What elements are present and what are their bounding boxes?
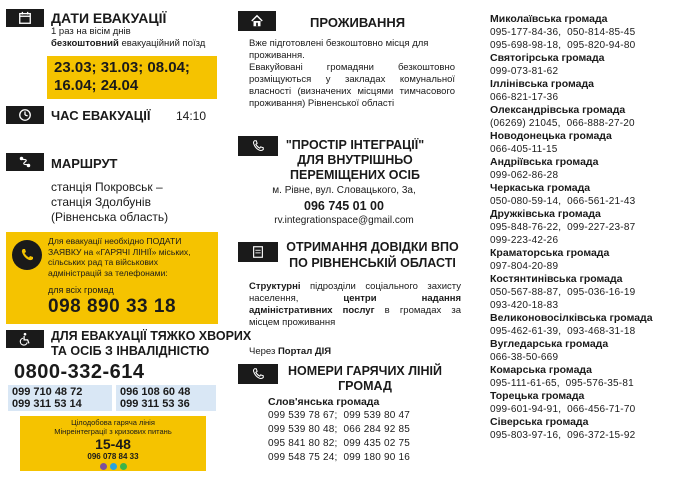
hotlines-title-1: НОМЕРИ ГАРЯЧИХ ЛІНІЙ: [288, 364, 442, 378]
main-request-phone: 098 890 33 18: [48, 296, 177, 317]
community-13: [490, 364, 685, 390]
telegram-icon[interactable]: [110, 463, 117, 470]
phone-icon: [238, 136, 278, 156]
community-phones: 099-223-42-26: [490, 235, 559, 246]
route-title: МАРШРУТ: [51, 156, 118, 171]
community-phones: 050-567-88-87, 095-036-16-19: [490, 287, 636, 298]
sloviansk-phones-2: 099 539 80 48; 066 284 92 85: [268, 424, 411, 435]
route-region: (Рівненська область): [51, 210, 169, 224]
community-7: [490, 182, 685, 208]
request-text: Для евакуації необхідно ПОДАТИ ЗАЯВКУ на «ГАРЯЧІ ЛІНІЇ» міських, сільських рад та військових адміністрацій за телефонами:: [48, 236, 191, 278]
community-10-extra: [490, 299, 685, 312]
route-from: станція Покровськ –: [51, 180, 163, 194]
dates-train-note: [51, 38, 205, 50]
messenger-icons: [20, 463, 206, 470]
diia-portal-link[interactable]: Портал ДІЯ: [277, 346, 332, 357]
community-4: [490, 104, 685, 130]
community-phones: 095-462-61-39, 093-468-31-18: [490, 326, 636, 337]
dates-box: [47, 56, 217, 99]
housing-text-2: Евакуйовані громадяни безкоштовно розміщуються у закладах комунальної власності (визначених місцями тимчасового проживання) Рівненської області: [249, 62, 455, 109]
community-phones: 066-38-50-669: [490, 352, 559, 363]
cert-t3: центри надання адміністративних послуг: [249, 293, 461, 316]
route-icon: [6, 153, 44, 171]
hotline-line-2: Мінреінтеграції з кризових питань: [54, 427, 172, 436]
sick-phone-right-1: 096 108 60 48: [120, 386, 191, 398]
community-12: [490, 338, 685, 364]
certificate-text: [249, 281, 461, 329]
community-1-extra: [490, 39, 685, 52]
community-name: Костянтинівська громада: [490, 273, 623, 285]
sloviansk-phones-3: 095 841 80 82; 099 435 02 75: [268, 438, 411, 449]
via-label: Через: [249, 346, 278, 357]
space-title-3: ПЕРЕМІЩЕНИХ ОСІБ: [290, 168, 420, 182]
document-icon: [238, 242, 278, 262]
house-icon: [238, 11, 276, 31]
community-8-extra: [490, 234, 685, 247]
community-5: [490, 130, 685, 156]
cert-t4: в громадах за місцем проживання: [249, 305, 461, 328]
community-15: [490, 416, 685, 442]
hotline-short-number: 15-48: [95, 436, 131, 452]
clock-icon: [6, 106, 44, 124]
sloviansk-phones-4: 099 548 75 24; 099 180 90 16: [268, 452, 411, 463]
housing-text-1: Вже підготовлені безкоштовно місця для проживання.: [249, 38, 429, 61]
community-name: Андріївська громада: [490, 156, 599, 168]
community-phones: 093-420-18-83: [490, 300, 559, 311]
free-label: безкоштовний: [51, 38, 119, 49]
cert-t1: Структурні: [249, 281, 301, 292]
community-name: Дружківська громада: [490, 208, 601, 220]
community-name: Комарська громада: [490, 364, 592, 376]
community-name: Великоновосілківська громада: [490, 312, 653, 324]
space-title-2: ДЛЯ ВНУТРІШНЬО: [297, 153, 413, 167]
phone-icon-2: [238, 364, 278, 384]
community-11: [490, 312, 685, 338]
sick-phone-right-2: 099 311 53 36: [120, 398, 190, 410]
housing-title: ПРОЖИВАННЯ: [310, 15, 406, 30]
hotline-line-1: Цілодобова гаряча лінія: [71, 418, 155, 427]
community-phones: 099-073-81-62: [490, 66, 559, 77]
space-address: м. Рівне, вул. Словацького, 3а,: [272, 185, 416, 196]
route-to: станція Здолбунів: [51, 195, 151, 209]
sick-title-2: ТА ОСІБ З ІНВАЛІДНІСТЮ: [51, 344, 210, 358]
cert-t2: підрозділи соціального захисту населення,: [249, 281, 461, 304]
space-email[interactable]: rv.integrationspace@gmail.com: [274, 215, 414, 226]
community-name: Миколаївська громада: [490, 13, 608, 25]
diia-portal-line: [249, 346, 331, 357]
community-name: Іллінівська громада: [490, 78, 594, 90]
wheelchair-icon: [6, 330, 44, 348]
sick-title-1: ДЛЯ ЕВАКУАЦІЇ ТЯЖКО ХВОРИХ: [51, 329, 252, 343]
community-phones: 066-821-17-36: [490, 92, 559, 103]
communities-list: [490, 13, 685, 442]
dates-frequency: 1 раз на вісім днів: [51, 26, 131, 37]
hotlines-title-2: ГРОМАД: [338, 379, 392, 393]
sick-phones-right: [116, 385, 216, 411]
community-1: [490, 13, 685, 39]
dates-row-2: 16.04; 24.04: [54, 77, 139, 94]
sloviansk-phones-1: 099 539 78 67; 099 539 80 47: [268, 410, 411, 421]
certificate-title-2: ПО РІВНЕНСЬКІЙ ОБЛАСТІ: [289, 256, 456, 270]
community-phones: 095-848-76-22, 099-227-23-87: [490, 222, 636, 233]
community-3: [490, 78, 685, 104]
community-6: [490, 156, 685, 182]
community-name: Святогірська громада: [490, 52, 605, 64]
space-phone: 096 745 01 00: [304, 199, 384, 213]
viber-icon[interactable]: [100, 463, 107, 470]
community-phones: 099-601-94-91, 066-456-71-70: [490, 404, 636, 415]
community-10: [490, 273, 685, 299]
request-box: [6, 232, 218, 324]
community-phones: 095-111-61-65, 095-576-35-81: [490, 378, 634, 389]
community-phones: 095-698-98-18, 095-820-94-80: [490, 40, 636, 51]
for-all-label: для всіх громад: [48, 285, 114, 295]
community-name: Новодонецька громада: [490, 130, 612, 142]
space-title-1: "ПРОСТІР ІНТЕГРАЦІЇ": [285, 138, 425, 152]
community-name: Торецька громада: [490, 390, 585, 402]
phone-circle-icon: [12, 240, 42, 270]
hotline-phone: 096 078 84 33: [87, 452, 139, 461]
sick-main-phone: 0800-332-614: [14, 361, 145, 383]
community-name: Черкаська громада: [490, 182, 591, 194]
community-name: Сіверська громада: [490, 416, 589, 428]
sick-phones-left: [8, 385, 112, 411]
community-phones: 099-062-86-28: [490, 170, 559, 181]
community-phones: 095-177-84-36, 050-814-85-45: [490, 27, 636, 38]
train-label: евакуаційний поїзд: [118, 38, 206, 49]
whatsapp-icon[interactable]: [120, 463, 127, 470]
community-name: Краматорська громада: [490, 247, 610, 259]
community-9: [490, 247, 685, 273]
certificate-title-1: ОТРИМАННЯ ДОВІДКИ ВПО: [286, 240, 459, 254]
time-value: 14:10: [176, 109, 207, 123]
community-phones: 095-803-97-16, 096-372-15-92: [490, 430, 636, 441]
community-8: [490, 208, 685, 234]
community-phones: 050-080-59-14, 066-561-21-43: [490, 196, 636, 207]
community-phones: (06269) 21045, 066-888-27-20: [490, 118, 635, 129]
time-title: ЧАС ЕВАКУАЦІЇ: [51, 108, 151, 123]
community-2: [490, 52, 685, 78]
dates-row-1: 23.03; 31.03; 08.04;: [54, 59, 190, 76]
sloviansk-name: Слов'янська громада: [268, 396, 380, 408]
community-name: Олександрівська громада: [490, 104, 626, 116]
sick-phone-left-2: 099 311 53 14: [12, 398, 82, 410]
sick-phone-left-1: 099 710 48 72: [12, 386, 83, 398]
community-phones: 066-405-11-15: [490, 144, 558, 155]
community-name: Вугледарська громада: [490, 338, 609, 350]
dates-title: ДАТИ ЕВАКУАЦІЇ: [51, 10, 167, 26]
calendar-icon: [6, 9, 44, 27]
community-phones: 097-804-20-89: [490, 261, 559, 272]
community-14: [490, 390, 685, 416]
reintegration-hotline-box: [20, 416, 206, 471]
